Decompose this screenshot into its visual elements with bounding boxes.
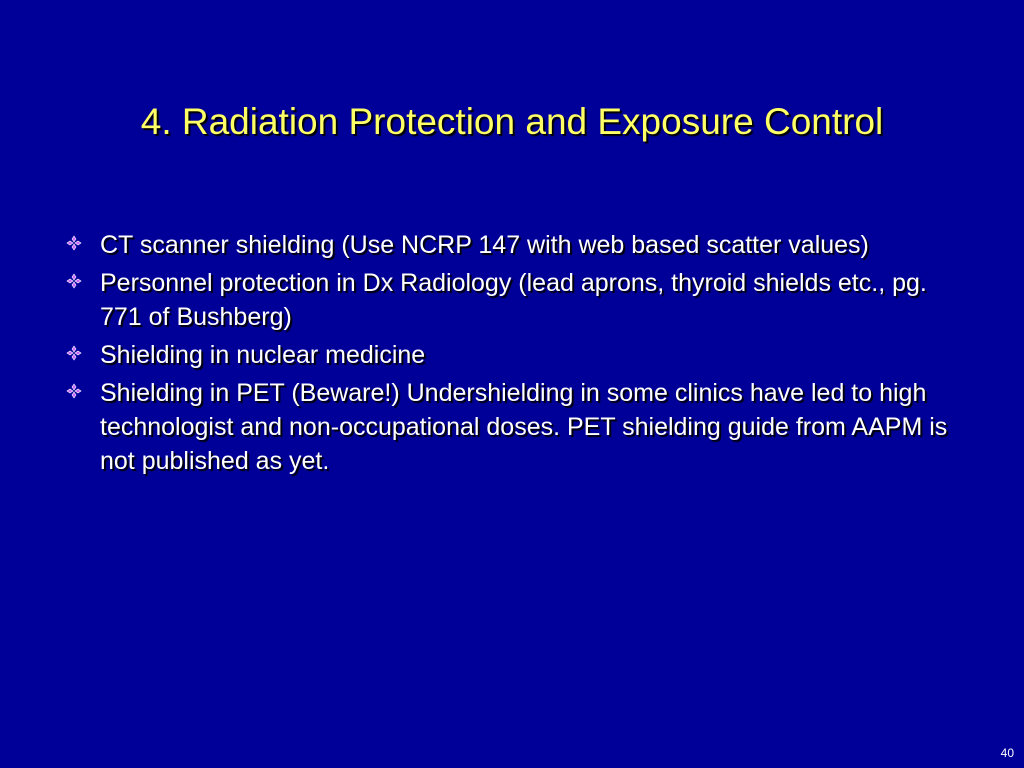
bullet-item [66,266,966,334]
bullet-list [66,228,966,482]
bullet-text: CT scanner shielding (Use NCRP 147 with web based scatter values) [100,231,869,259]
four-diamond-bullet-icon [66,273,82,289]
bullet-text: Shielding in nuclear medicine [100,341,426,369]
slide-number: 40 [1000,746,1014,760]
bullet-text: Shielding in PET (Beware!) Undershielding in some clinics have led to high technologist and non-occupational doses. PET shielding guide from AAPM is not published as yet. [100,379,948,475]
slide-title: 4. Radiation Protection and Exposure Control [140,101,884,142]
bullet-item [66,376,966,478]
four-diamond-bullet-icon [66,235,82,251]
bullet-item [66,338,966,372]
bullet-text: Personnel protection in Dx Radiology (lead aprons, thyroid shields etc., pg. 771 of Bushberg) [100,269,927,331]
four-diamond-bullet-icon [66,383,82,399]
bullet-item [66,228,966,262]
four-diamond-bullet-icon [66,345,82,361]
